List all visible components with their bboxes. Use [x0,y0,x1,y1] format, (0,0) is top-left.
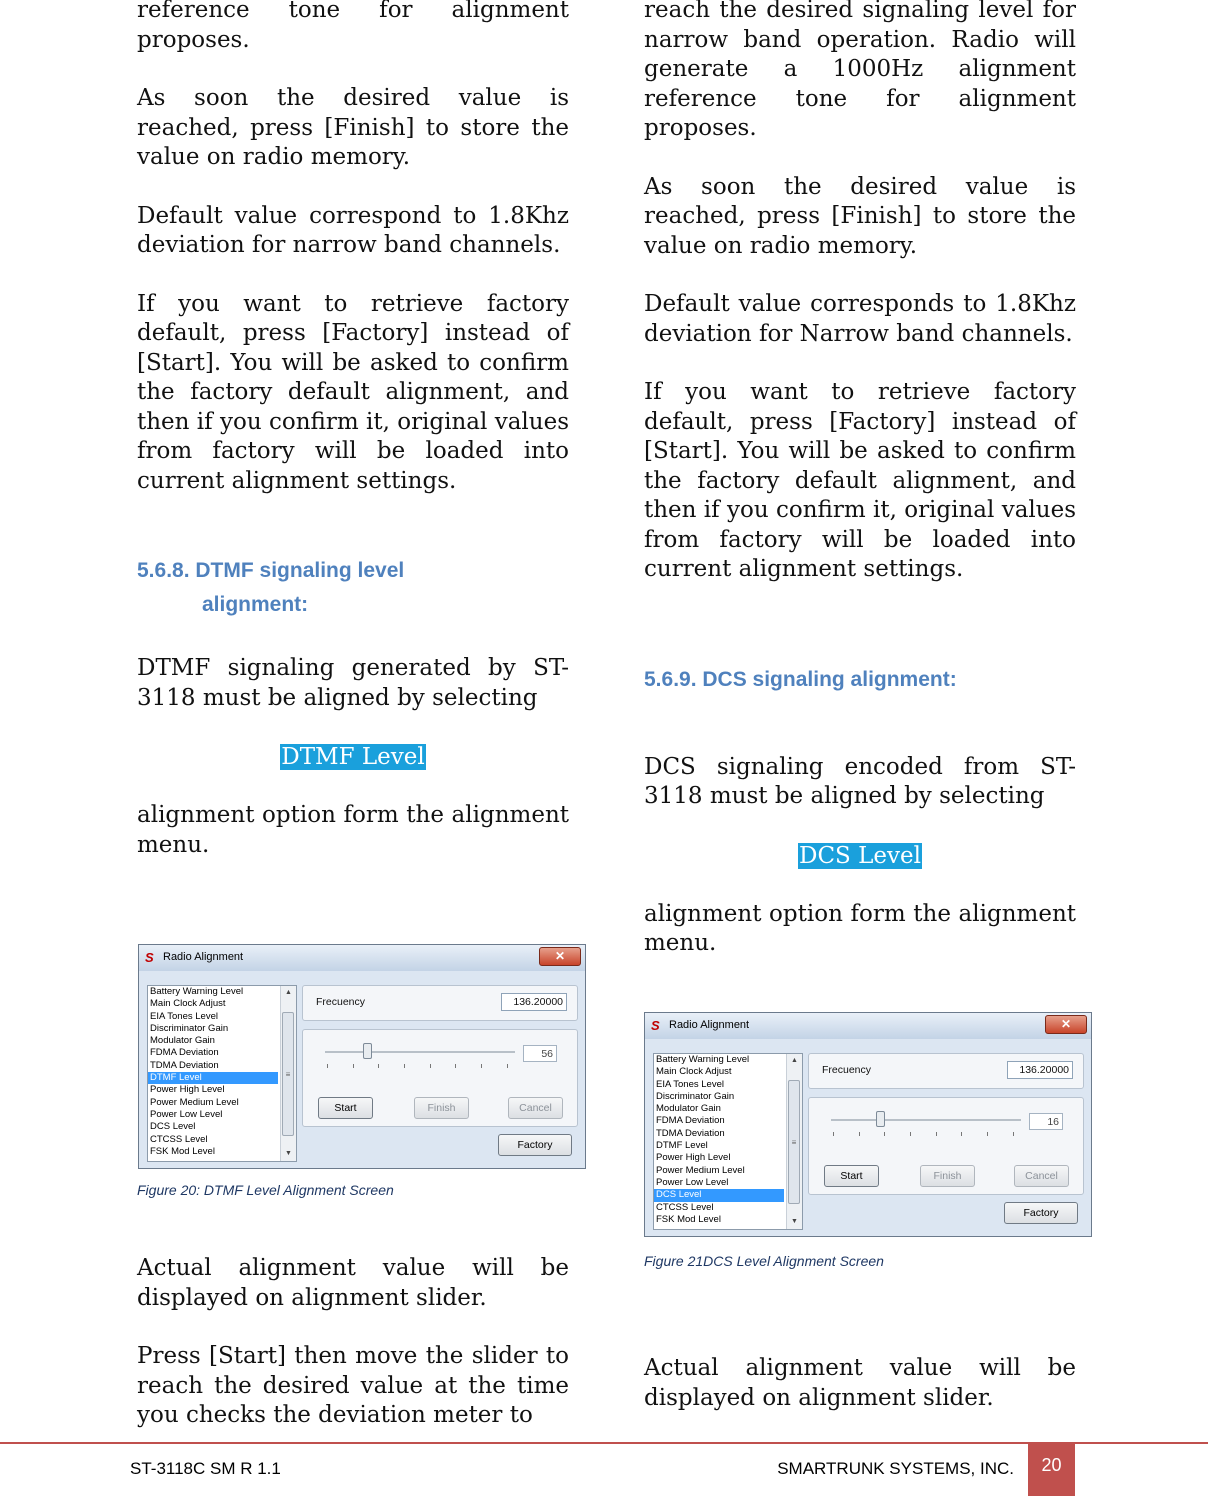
figure-caption: Figure 20: DTMF Level Alignment Screen [137,1182,394,1198]
list-item[interactable]: FSK Mod Level [656,1213,721,1225]
close-button[interactable]: ✕ [1045,1015,1087,1034]
slider-tick [833,1132,834,1136]
footer-rule [0,1442,1208,1444]
left-column-bottom [137,1254,569,1460]
scroll-thumb[interactable]: ≡ [282,1012,294,1136]
alignment-slider-track[interactable] [325,1051,515,1053]
frequency-field[interactable]: 136.20000 [501,993,567,1011]
window-titlebar [645,1013,1091,1039]
slider-tick [481,1064,482,1068]
paragraph: As soon the desired value is reached, press [Finish] to store the value on radio memory. [137,85,569,170]
scroll-down-icon[interactable]: ▼ [791,1218,798,1225]
slider-tick [404,1064,405,1068]
cancel-button[interactable]: Cancel [1014,1165,1069,1187]
finish-button[interactable]: Finish [920,1165,975,1187]
alignment-list[interactable] [147,985,297,1162]
paragraph: Default value corresponds to 1.8Khz deviation for Narrow band channels. [644,291,1076,347]
app-logo-icon: S [651,1018,660,1033]
slider-tick [507,1064,508,1068]
slider-tick [353,1064,354,1068]
scroll-up-icon[interactable]: ▲ [791,1057,798,1064]
list-item[interactable]: Battery Warning Level [150,986,244,997]
list-item[interactable]: FDMA Deviation [150,1047,219,1059]
list-item[interactable]: FDMA Deviation [656,1115,725,1127]
factory-button[interactable]: Factory [498,1134,572,1156]
frequency-panel [808,1053,1084,1089]
radio-alignment-window [138,944,586,1169]
dcs-level-tag: DCS Level [799,842,921,869]
list-item[interactable]: DTMF Level [148,1072,278,1084]
paragraph: alignment option form the alignment menu. [644,900,1076,956]
list-item[interactable]: Power Medium Level [150,1096,239,1108]
list-item[interactable]: Main Clock Adjust [656,1066,732,1078]
scroll-up-icon[interactable]: ▲ [285,989,292,996]
frequency-label: Frecuency [316,996,366,1008]
app-logo-icon: S [145,950,154,965]
alignment-slider-thumb[interactable] [876,1111,885,1127]
paragraph: Press [Start] then move the slider to reach the desired value at the time you checks the deviation meter to [137,1343,569,1428]
left-column [137,0,569,889]
right-column [644,0,1076,988]
slider-tick [936,1132,937,1136]
slider-value-field: 16 [1029,1113,1063,1130]
list-item[interactable]: DTMF Level [656,1140,708,1152]
paragraph: If you want to retrieve factory default, press [Factory] instead of [Start]. You will be asked to confirm the factory default alignment, and then if you confirm it, original values from factory will be loaded into current alignment settings. [644,379,1076,582]
list-item[interactable]: Modulator Gain [656,1103,721,1115]
list-scrollbar[interactable] [280,986,296,1161]
scroll-thumb[interactable]: ≡ [788,1080,800,1204]
list-item[interactable]: Power Low Level [150,1108,223,1120]
list-item[interactable]: DCS Level [150,1121,196,1133]
heading-number: 5.6.8. [137,559,190,582]
page-number: 20 [1028,1444,1075,1496]
menu-option-line [137,742,569,772]
finish-button[interactable]: Finish [414,1097,469,1119]
list-item[interactable]: Discriminator Gain [150,1022,229,1034]
list-item[interactable]: Power High Level [656,1152,731,1164]
list-item[interactable]: Modulator Gain [150,1035,215,1047]
footer-doc-id: ST-3118C SM R 1.1 [130,1459,281,1478]
list-scrollbar[interactable] [786,1054,802,1229]
heading-text-continued: alignment: [202,593,309,616]
paragraph: alignment option form the alignment menu. [137,802,569,858]
paragraph: As soon the desired value is reached, press [Finish] to store the value on radio memory. [644,173,1076,259]
list-item[interactable]: CTCSS Level [150,1133,208,1145]
scroll-down-icon[interactable]: ▼ [285,1150,292,1157]
list-item[interactable]: Power Medium Level [656,1164,745,1176]
list-item[interactable]: TDMA Deviation [150,1059,219,1071]
figure-caption: Figure 21DCS Level Alignment Screen [644,1253,884,1269]
paragraph: DCS signaling encoded from ST-3118 must be aligned by selecting [644,753,1076,809]
list-item[interactable]: Battery Warning Level [656,1054,750,1065]
cancel-button[interactable]: Cancel [508,1097,563,1119]
slider-tick [987,1132,988,1136]
list-item[interactable]: Power Low Level [656,1176,729,1188]
list-item[interactable]: DCS Level [654,1189,784,1201]
start-button[interactable]: Start [824,1165,879,1187]
paragraph: If you want to retrieve factory default, press [Factory] instead of [Start]. You will be asked to confirm the factory default alignment, and then if you confirm it, original values from factory will be loaded into current alignment settings. [137,290,569,494]
paragraph: Actual alignment value will be displayed on alignment slider. [137,1255,569,1311]
paragraph: reach the desired signaling level for narrow band operation. Radio will generate a 1000Hz alignment reference tone for alignment proposes. [644,0,1076,141]
slider-panel [808,1097,1084,1195]
slider-tick [859,1132,860,1136]
slider-tick [961,1132,962,1136]
slider-tick [327,1064,328,1068]
slider-tick [430,1064,431,1068]
right-column-bottom [644,1354,1076,1442]
slider-panel [302,1029,578,1127]
paragraph: reference tone for alignment proposes. [137,0,569,53]
list-item[interactable]: Discriminator Gain [656,1090,735,1102]
list-item[interactable]: Main Clock Adjust [150,998,226,1010]
paragraph: DTMF signaling generated by ST-3118 must be aligned by selecting [137,655,569,711]
paragraph: Actual alignment value will be displayed on alignment slider. [644,1355,1076,1411]
window-title: Radio Alignment [669,1019,750,1031]
window-title: Radio Alignment [163,951,244,963]
list-item[interactable]: CTCSS Level [656,1201,714,1213]
section-heading-5-6-8 [137,554,569,622]
list-item[interactable]: FSK Mod Level [150,1145,215,1157]
section-heading-5-6-9: 5.6.9. DCS signaling alignment: [644,667,957,691]
menu-option-line [644,841,1076,871]
slider-tick [1013,1132,1014,1136]
close-button[interactable]: ✕ [539,947,581,966]
radio-alignment-window [644,1012,1092,1237]
slider-tick [884,1132,885,1136]
dtmf-level-tag: DTMF Level [281,744,425,770]
list-item[interactable]: Power High Level [150,1084,225,1096]
slider-tick [378,1064,379,1068]
slider-tick [910,1132,911,1136]
frequency-panel [302,985,578,1021]
frequency-field[interactable]: 136.20000 [1007,1061,1073,1079]
factory-button[interactable]: Factory [1004,1202,1078,1224]
list-item[interactable]: EIA Tones Level [656,1078,724,1090]
heading-text: DTMF signaling level [195,559,405,582]
footer-company: SMARTRUNK SYSTEMS, INC. [777,1459,1014,1478]
list-item[interactable]: EIA Tones Level [150,1010,218,1022]
frequency-label: Frecuency [822,1064,872,1076]
window-titlebar [139,945,585,971]
slider-tick [455,1064,456,1068]
alignment-slider-thumb[interactable] [363,1043,372,1059]
list-item[interactable]: TDMA Deviation [656,1127,725,1139]
slider-value-field: 56 [523,1045,557,1062]
paragraph: Default value correspond to 1.8Khz deviation for narrow band channels. [137,202,569,258]
start-button[interactable]: Start [318,1097,373,1119]
alignment-slider-track[interactable] [831,1119,1021,1121]
alignment-list[interactable] [653,1053,803,1230]
